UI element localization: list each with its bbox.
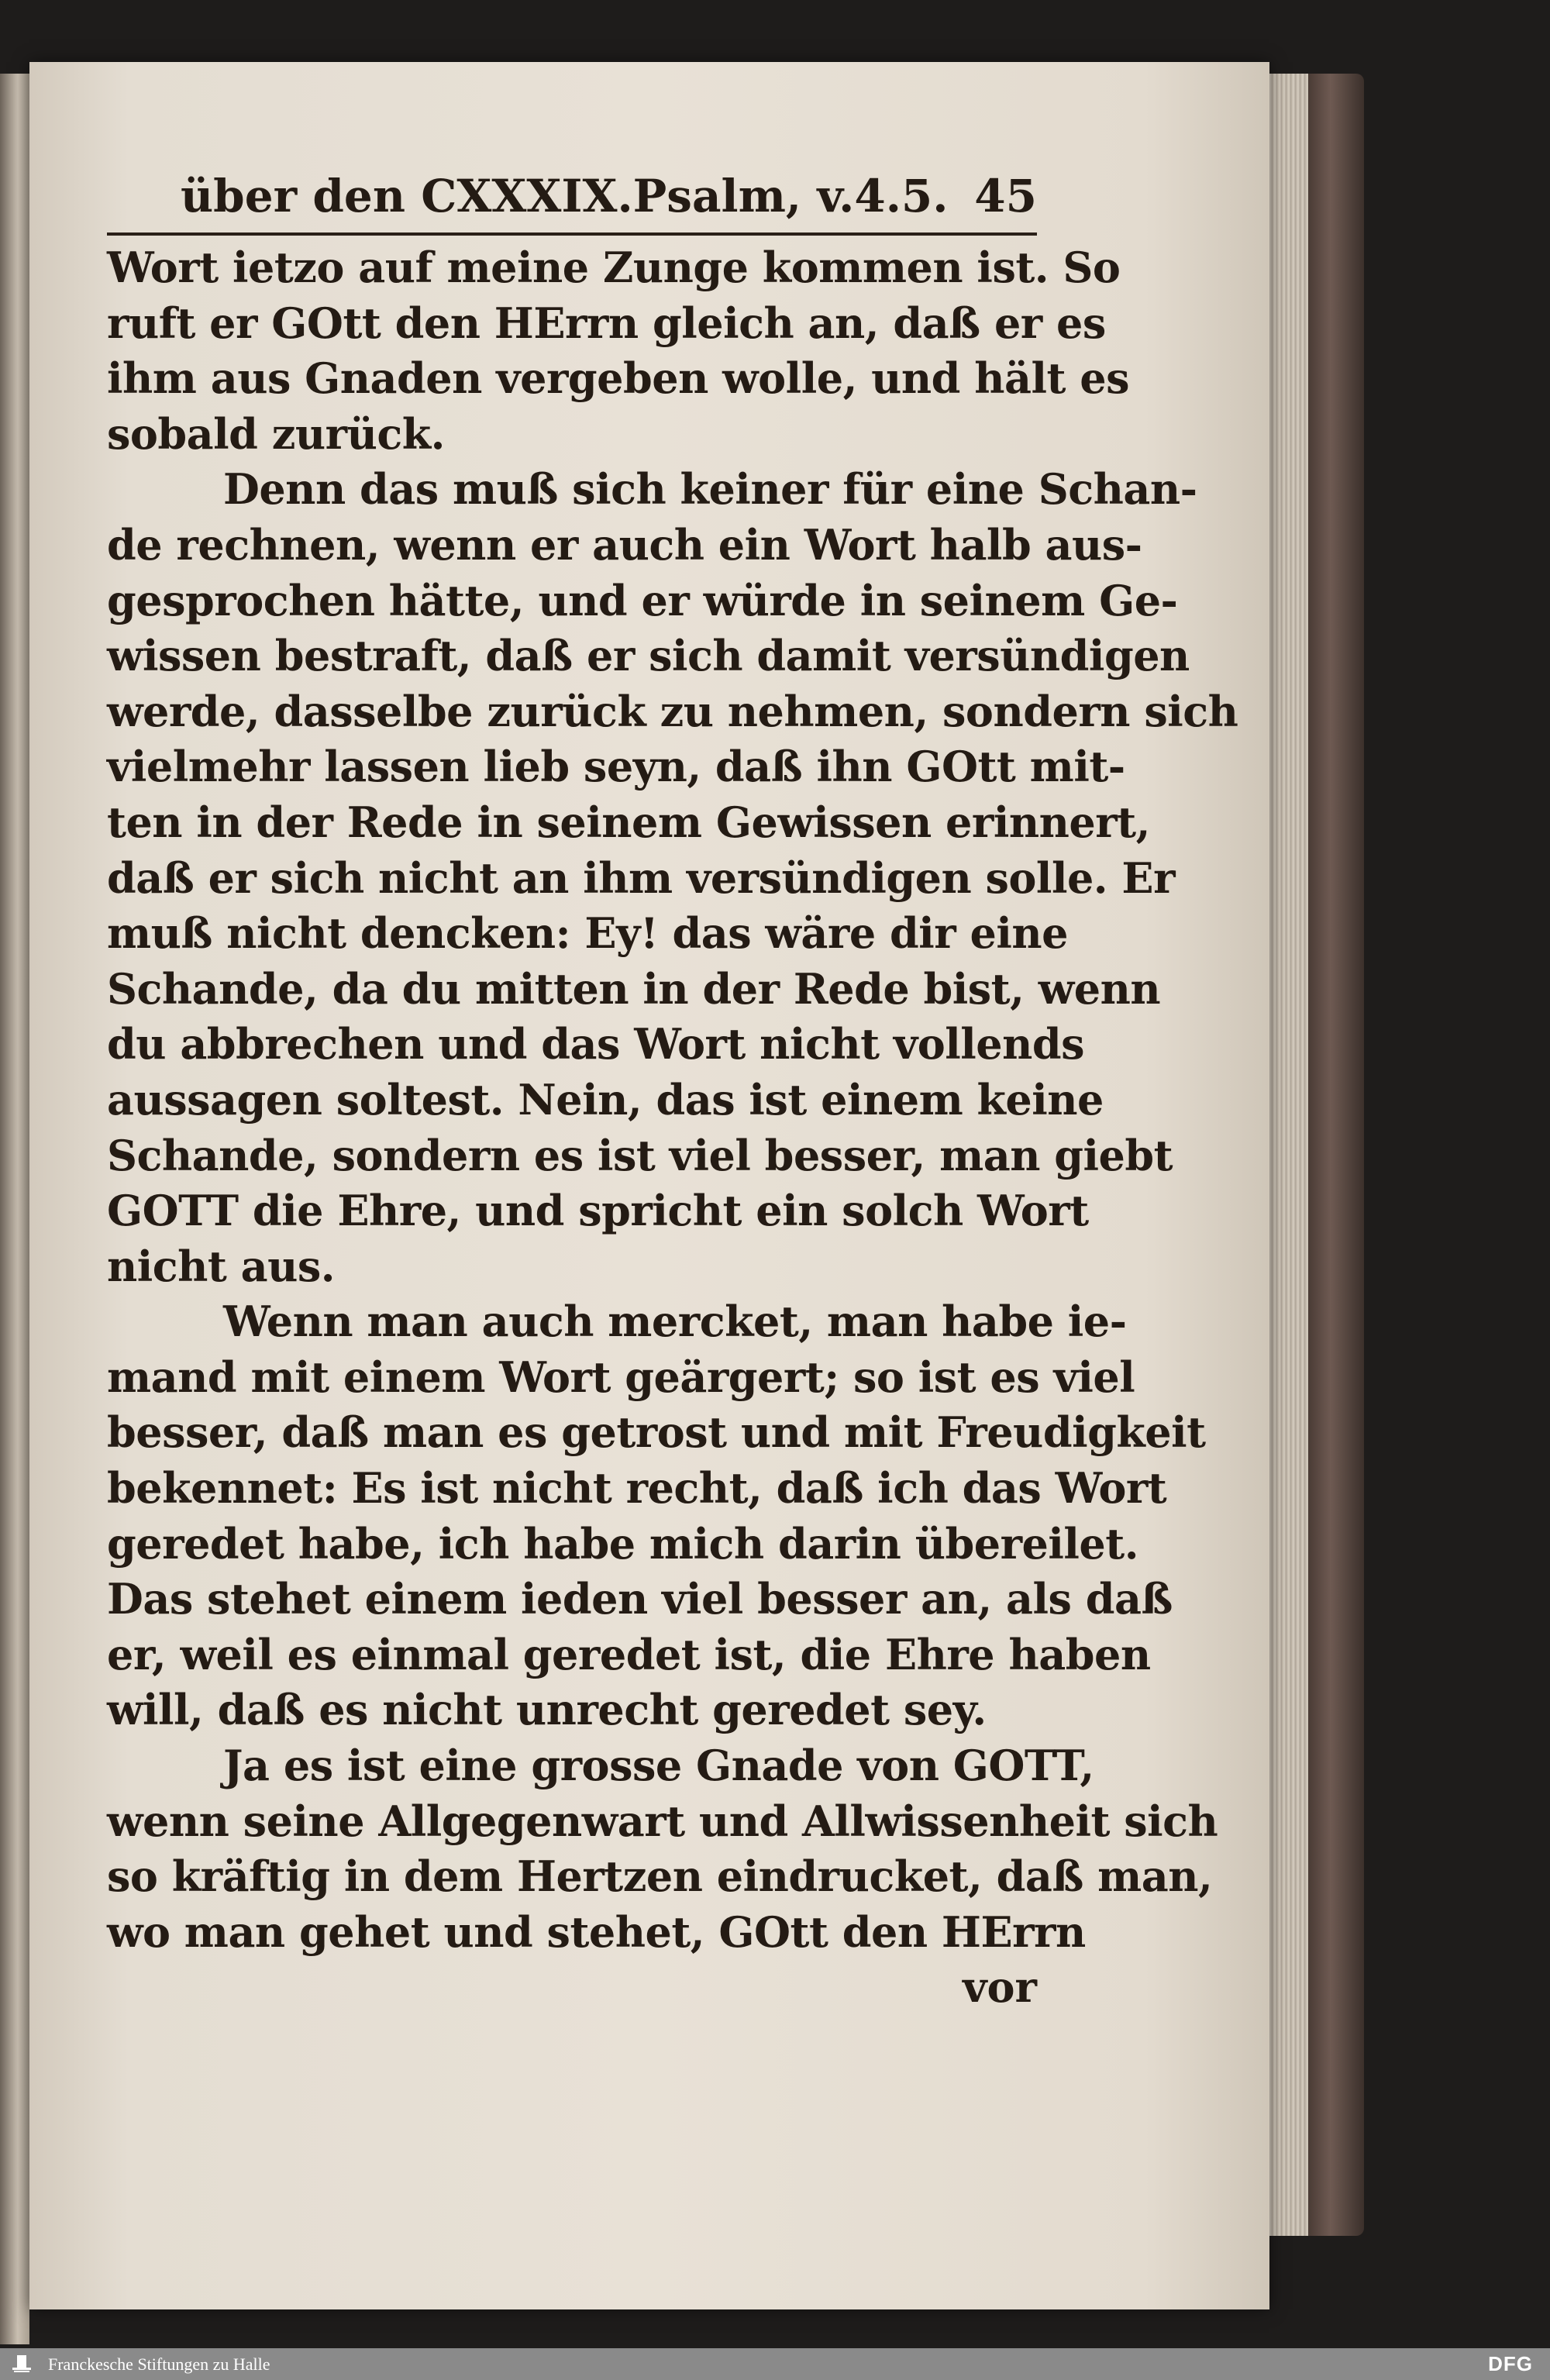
text-line: will, daß es nicht unrecht geredet sey. xyxy=(107,1685,987,1735)
text-line: Denn das muß sich keiner für eine Schan- xyxy=(223,464,1197,515)
text-line: wo man gehet und stehet, GOtt den HErrn xyxy=(107,1906,1086,1957)
text-line: de rechnen, wenn er auch ein Wort halb aus- xyxy=(107,519,1142,570)
facing-page-edge xyxy=(0,74,29,2344)
running-header-title: über den CXXXIX.Psalm, v.4.5. xyxy=(181,170,949,222)
text-line: sobald zurück. xyxy=(107,408,445,459)
text-line: Schande, sondern es ist viel besser, man giebt xyxy=(107,1130,1173,1180)
footer-institution: Franckesche Stiftungen zu Halle xyxy=(48,2354,270,2374)
text-line: muß nicht dencken: Ey! das wäre dir eine xyxy=(107,908,1068,959)
text-line: du abbrechen und das Wort nicht vollends xyxy=(107,1019,1085,1069)
text-line: Wort ietzo auf meine Zunge kommen ist. So xyxy=(107,243,1121,292)
text-line: wenn seine Allgegenwart und Allwissenheit sich xyxy=(107,1796,1218,1846)
institution-logo-icon xyxy=(6,2352,37,2375)
text-line: werde, dasselbe zurück zu nehmen, sondern sich xyxy=(107,686,1238,736)
text-line: GOTT die Ehre, und spricht ein solch Wort xyxy=(107,1186,1089,1236)
text-line: mand mit einem Wort geärgert; so ist es viel xyxy=(107,1352,1135,1402)
text-line: vielmehr lassen lieb seyn, daß ihn GOtt mit- xyxy=(107,742,1125,792)
catchword: vor xyxy=(963,1962,1037,2013)
body-text xyxy=(107,240,1238,1960)
text-line: aussagen soltest. Nein, das ist einem keine xyxy=(107,1074,1104,1125)
text-line: besser, daß man es getrost und mit Freudigkeit xyxy=(107,1407,1206,1458)
dfg-logo: DFG xyxy=(1488,2352,1533,2375)
text-line: bekennet: Es ist nicht recht, daß ich das Wort xyxy=(107,1463,1167,1514)
text-line: geredet habe, ich habe mich darin übereilet. xyxy=(107,1518,1139,1569)
text-line: wissen bestraft, daß er sich damit versündigen xyxy=(107,631,1190,681)
text-line: Schande, da du mitten in der Rede bist, wenn xyxy=(107,963,1161,1014)
text-line: daß er sich nicht an ihm versündigen solle. Er xyxy=(107,852,1176,903)
footer-bar xyxy=(0,2348,1550,2380)
running-header xyxy=(107,163,1037,236)
text-line: nicht aus. xyxy=(107,1241,336,1291)
page-text-block xyxy=(107,163,1238,2016)
text-line: ruft er GOtt den HErrn gleich an, daß er es xyxy=(107,298,1106,348)
text-line: Das stehet einem ieden viel besser an, als daß xyxy=(107,1574,1173,1624)
text-line: so kräftig in dem Hertzen eindrucket, daß man, xyxy=(107,1851,1213,1902)
page-number: 45 xyxy=(974,170,1037,222)
book-cover xyxy=(1308,74,1364,2236)
text-line: er, weil es einmal geredet ist, die Ehre haben xyxy=(107,1629,1151,1679)
text-line: Wenn man auch mercket, man habe ie- xyxy=(223,1297,1127,1347)
text-line: ihm aus Gnaden vergeben wolle, und hält es xyxy=(107,353,1130,404)
text-line: ten in der Rede in seinem Gewissen erinnert, xyxy=(107,797,1150,847)
text-line: gesprochen hätte, und er würde in seinem Ge- xyxy=(107,575,1178,625)
text-line: Ja es ist eine grosse Gnade von GOTT, xyxy=(223,1741,1094,1791)
